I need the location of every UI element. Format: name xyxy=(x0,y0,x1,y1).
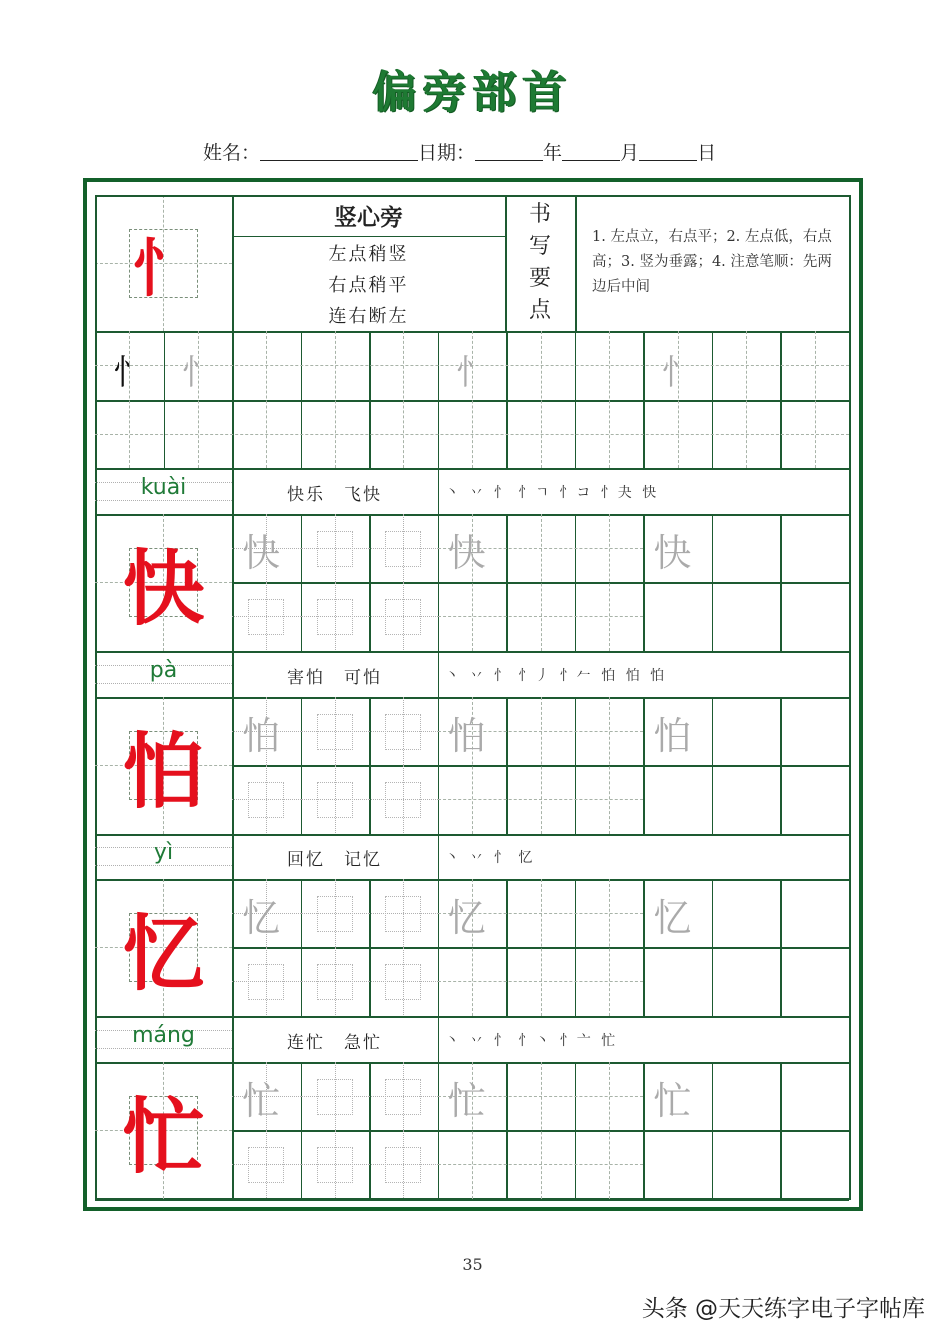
name-field[interactable] xyxy=(260,143,418,161)
example-words: 连忙 急忙 xyxy=(287,1033,382,1053)
month-field[interactable] xyxy=(562,143,620,161)
writing-cell[interactable] xyxy=(712,947,781,1015)
trace-character: 怕 xyxy=(242,714,281,758)
writing-cell[interactable] xyxy=(712,1062,781,1130)
writing-cell[interactable] xyxy=(164,331,233,399)
writing-cell[interactable] xyxy=(164,400,233,468)
radical-tip-2: 右点稍平 xyxy=(328,275,409,296)
writing-cell[interactable] xyxy=(232,582,301,650)
trace-character: 忆 xyxy=(447,896,486,940)
grid-line xyxy=(438,468,440,514)
writing-points-label xyxy=(505,199,575,327)
writing-cell[interactable] xyxy=(575,1062,644,1130)
writing-cell[interactable] xyxy=(438,582,507,650)
writing-cell[interactable] xyxy=(506,1062,575,1130)
writing-cell[interactable] xyxy=(506,400,575,468)
writing-cell[interactable] xyxy=(506,765,575,833)
writing-rules: 1. 左点立，右点平；2. 左点低，右点高；3. 竖为垂露；4. 注意笔顺：先两边后中间 xyxy=(592,229,832,295)
writing-cell[interactable] xyxy=(301,947,370,1015)
student-info-line xyxy=(203,138,716,165)
writing-cell[interactable] xyxy=(301,331,370,399)
writing-cell[interactable] xyxy=(712,514,781,582)
writing-cell[interactable] xyxy=(575,514,644,582)
name-label: 姓名： xyxy=(203,142,261,164)
writing-cell[interactable] xyxy=(643,514,712,582)
writing-cell[interactable] xyxy=(643,879,712,947)
writing-cell[interactable] xyxy=(301,765,370,833)
writing-cell[interactable] xyxy=(438,514,507,582)
writing-cell[interactable] xyxy=(438,879,507,947)
grid-line xyxy=(95,834,849,836)
writing-cell[interactable] xyxy=(232,765,301,833)
stroke-order: 丶 丷 忄 忄丶 忄亠 忙 xyxy=(445,1033,619,1049)
writing-cell[interactable] xyxy=(506,1130,575,1198)
grid-line xyxy=(438,1016,440,1062)
writing-cell[interactable] xyxy=(95,400,164,468)
example-words: 害怕 可怕 xyxy=(287,668,382,688)
writing-cell[interactable] xyxy=(438,697,507,765)
stroke-order: 丶 丷 忄 忄ㄱ 忄コ 忄夬 快 xyxy=(445,485,660,501)
label-char: 书 xyxy=(528,202,551,227)
grid-line xyxy=(95,1016,849,1018)
writing-cell[interactable] xyxy=(438,765,507,833)
writing-cell[interactable] xyxy=(232,1062,301,1130)
writing-cell[interactable] xyxy=(506,514,575,582)
writing-cell[interactable] xyxy=(232,331,301,399)
radical-tip-1: 左点稍竖 xyxy=(328,244,409,265)
writing-cell[interactable] xyxy=(780,765,849,833)
year-field[interactable] xyxy=(475,143,543,161)
writing-cell[interactable] xyxy=(780,582,849,650)
writing-cell[interactable] xyxy=(575,879,644,947)
writing-cell[interactable] xyxy=(712,400,781,468)
label-char: 要 xyxy=(528,266,551,291)
writing-cell[interactable] xyxy=(438,1130,507,1198)
grid-line xyxy=(95,468,849,470)
radical-glyph: 忄 xyxy=(132,231,195,305)
label-char: 点 xyxy=(528,298,551,323)
trace-character: 忆 xyxy=(242,896,281,940)
pinyin-label: máng xyxy=(132,1023,195,1048)
writing-cell[interactable] xyxy=(575,400,644,468)
writing-cell[interactable] xyxy=(369,1130,438,1198)
watermark: 头条 @天天练字电子字帖库 xyxy=(641,1296,925,1322)
model-character: 快 xyxy=(122,541,205,637)
writing-cell[interactable] xyxy=(643,400,712,468)
writing-cell[interactable] xyxy=(712,582,781,650)
writing-cell[interactable] xyxy=(575,697,644,765)
writing-cell[interactable] xyxy=(301,400,370,468)
radical-practice-black: 忄 xyxy=(113,353,148,393)
trace-character: 忙 xyxy=(447,1079,486,1123)
writing-cell[interactable] xyxy=(712,697,781,765)
writing-cell[interactable] xyxy=(438,1062,507,1130)
writing-cell[interactable] xyxy=(643,947,712,1015)
grid-line xyxy=(95,651,849,653)
writing-cell[interactable] xyxy=(643,582,712,650)
grid-line xyxy=(232,195,234,331)
writing-cell[interactable] xyxy=(301,1062,370,1130)
writing-cell[interactable] xyxy=(438,331,507,399)
stroke-order: 丶 丷 忄 忆 xyxy=(445,850,536,866)
writing-cell[interactable] xyxy=(575,765,644,833)
writing-cell[interactable] xyxy=(232,879,301,947)
writing-cell[interactable] xyxy=(301,1130,370,1198)
trace-character: 忙 xyxy=(653,1079,692,1123)
writing-cell[interactable] xyxy=(369,947,438,1015)
writing-cell[interactable] xyxy=(780,331,849,399)
writing-cell[interactable] xyxy=(232,947,301,1015)
trace-character: 忆 xyxy=(653,896,692,940)
writing-cell[interactable] xyxy=(712,879,781,947)
writing-cell[interactable] xyxy=(232,400,301,468)
writing-cell[interactable] xyxy=(301,697,370,765)
day-field[interactable] xyxy=(639,143,697,161)
writing-cell[interactable] xyxy=(369,331,438,399)
year-label: 年 xyxy=(543,142,563,164)
grid-line xyxy=(95,195,849,197)
writing-cell[interactable] xyxy=(575,331,644,399)
trace-character: 快 xyxy=(242,531,281,575)
model-character: 怕 xyxy=(122,724,205,820)
writing-cell[interactable] xyxy=(575,1130,644,1198)
writing-cell[interactable] xyxy=(643,765,712,833)
writing-cell[interactable] xyxy=(643,697,712,765)
page-number: 35 xyxy=(462,1255,483,1274)
pinyin-guide xyxy=(95,683,232,684)
grid-line xyxy=(505,195,507,331)
radical-trace-grey: 忄 xyxy=(456,353,490,393)
writing-cell[interactable] xyxy=(369,400,438,468)
pinyin-guide xyxy=(95,865,232,866)
pinyin-label: kuài xyxy=(140,475,187,500)
writing-cell[interactable] xyxy=(506,947,575,1015)
pinyin-label: yì xyxy=(153,840,174,865)
writing-cell[interactable] xyxy=(369,697,438,765)
radical-name: 竖心旁 xyxy=(334,204,403,231)
writing-cell[interactable] xyxy=(643,331,712,399)
writing-cell[interactable] xyxy=(369,1062,438,1130)
writing-cell[interactable] xyxy=(780,879,849,947)
radical-tip-3: 连右断左 xyxy=(328,306,409,327)
example-words: 回忆 记忆 xyxy=(287,850,382,870)
writing-cell[interactable] xyxy=(712,765,781,833)
radical-trace-grey: 忄 xyxy=(661,353,696,393)
writing-cell[interactable] xyxy=(232,514,301,582)
writing-cell[interactable] xyxy=(369,582,438,650)
trace-character: 怕 xyxy=(447,714,486,758)
writing-cell[interactable] xyxy=(369,879,438,947)
writing-cell[interactable] xyxy=(712,331,781,399)
day-label: 日 xyxy=(697,142,717,164)
writing-cell[interactable] xyxy=(232,1130,301,1198)
grid-line xyxy=(849,195,851,1198)
pinyin-guide xyxy=(95,1048,232,1049)
grid-line xyxy=(438,651,440,697)
pinyin-label: pà xyxy=(149,658,178,683)
writing-cell[interactable] xyxy=(301,514,370,582)
example-words: 快乐 飞快 xyxy=(287,485,382,505)
writing-cell[interactable] xyxy=(780,400,849,468)
writing-cell[interactable] xyxy=(506,879,575,947)
writing-cell[interactable] xyxy=(301,582,370,650)
stroke-order: 丶 丷 忄 忄丿 忄𠂉 怕 怕 怕 xyxy=(445,668,668,684)
writing-cell[interactable] xyxy=(369,765,438,833)
writing-cell[interactable] xyxy=(780,1130,849,1198)
pinyin-guide xyxy=(95,500,232,501)
grid-line xyxy=(575,195,577,331)
writing-cell[interactable] xyxy=(506,697,575,765)
writing-cell[interactable] xyxy=(506,582,575,650)
writing-cell[interactable] xyxy=(438,400,507,468)
trace-character: 怕 xyxy=(653,714,692,758)
writing-cell[interactable] xyxy=(575,947,644,1015)
radical-trace-grey: 忄 xyxy=(181,353,216,393)
writing-cell[interactable] xyxy=(780,1062,849,1130)
grid-line xyxy=(438,833,440,879)
trace-character: 忙 xyxy=(242,1079,281,1123)
writing-cell[interactable] xyxy=(438,947,507,1015)
writing-cell[interactable] xyxy=(780,514,849,582)
writing-cell[interactable] xyxy=(643,1130,712,1198)
trace-character: 快 xyxy=(447,531,486,575)
writing-cell[interactable] xyxy=(643,1062,712,1130)
grid-line xyxy=(95,1199,849,1201)
model-character: 忆 xyxy=(122,906,205,1002)
writing-cell[interactable] xyxy=(95,331,164,399)
writing-cell[interactable] xyxy=(575,582,644,650)
writing-cell[interactable] xyxy=(369,514,438,582)
writing-cell[interactable] xyxy=(506,331,575,399)
month-label: 月 xyxy=(620,142,640,164)
model-character: 忙 xyxy=(122,1089,205,1185)
page-title: 偏旁部首 xyxy=(372,67,573,118)
writing-cell[interactable] xyxy=(232,697,301,765)
label-char: 写 xyxy=(528,234,551,259)
writing-cell[interactable] xyxy=(780,947,849,1015)
writing-cell[interactable] xyxy=(301,879,370,947)
worksheet-grid xyxy=(95,195,849,1198)
trace-character: 快 xyxy=(653,531,692,575)
writing-cell[interactable] xyxy=(780,697,849,765)
writing-cell[interactable] xyxy=(712,1130,781,1198)
date-label: 日期： xyxy=(418,142,476,164)
grid-line xyxy=(232,236,505,237)
